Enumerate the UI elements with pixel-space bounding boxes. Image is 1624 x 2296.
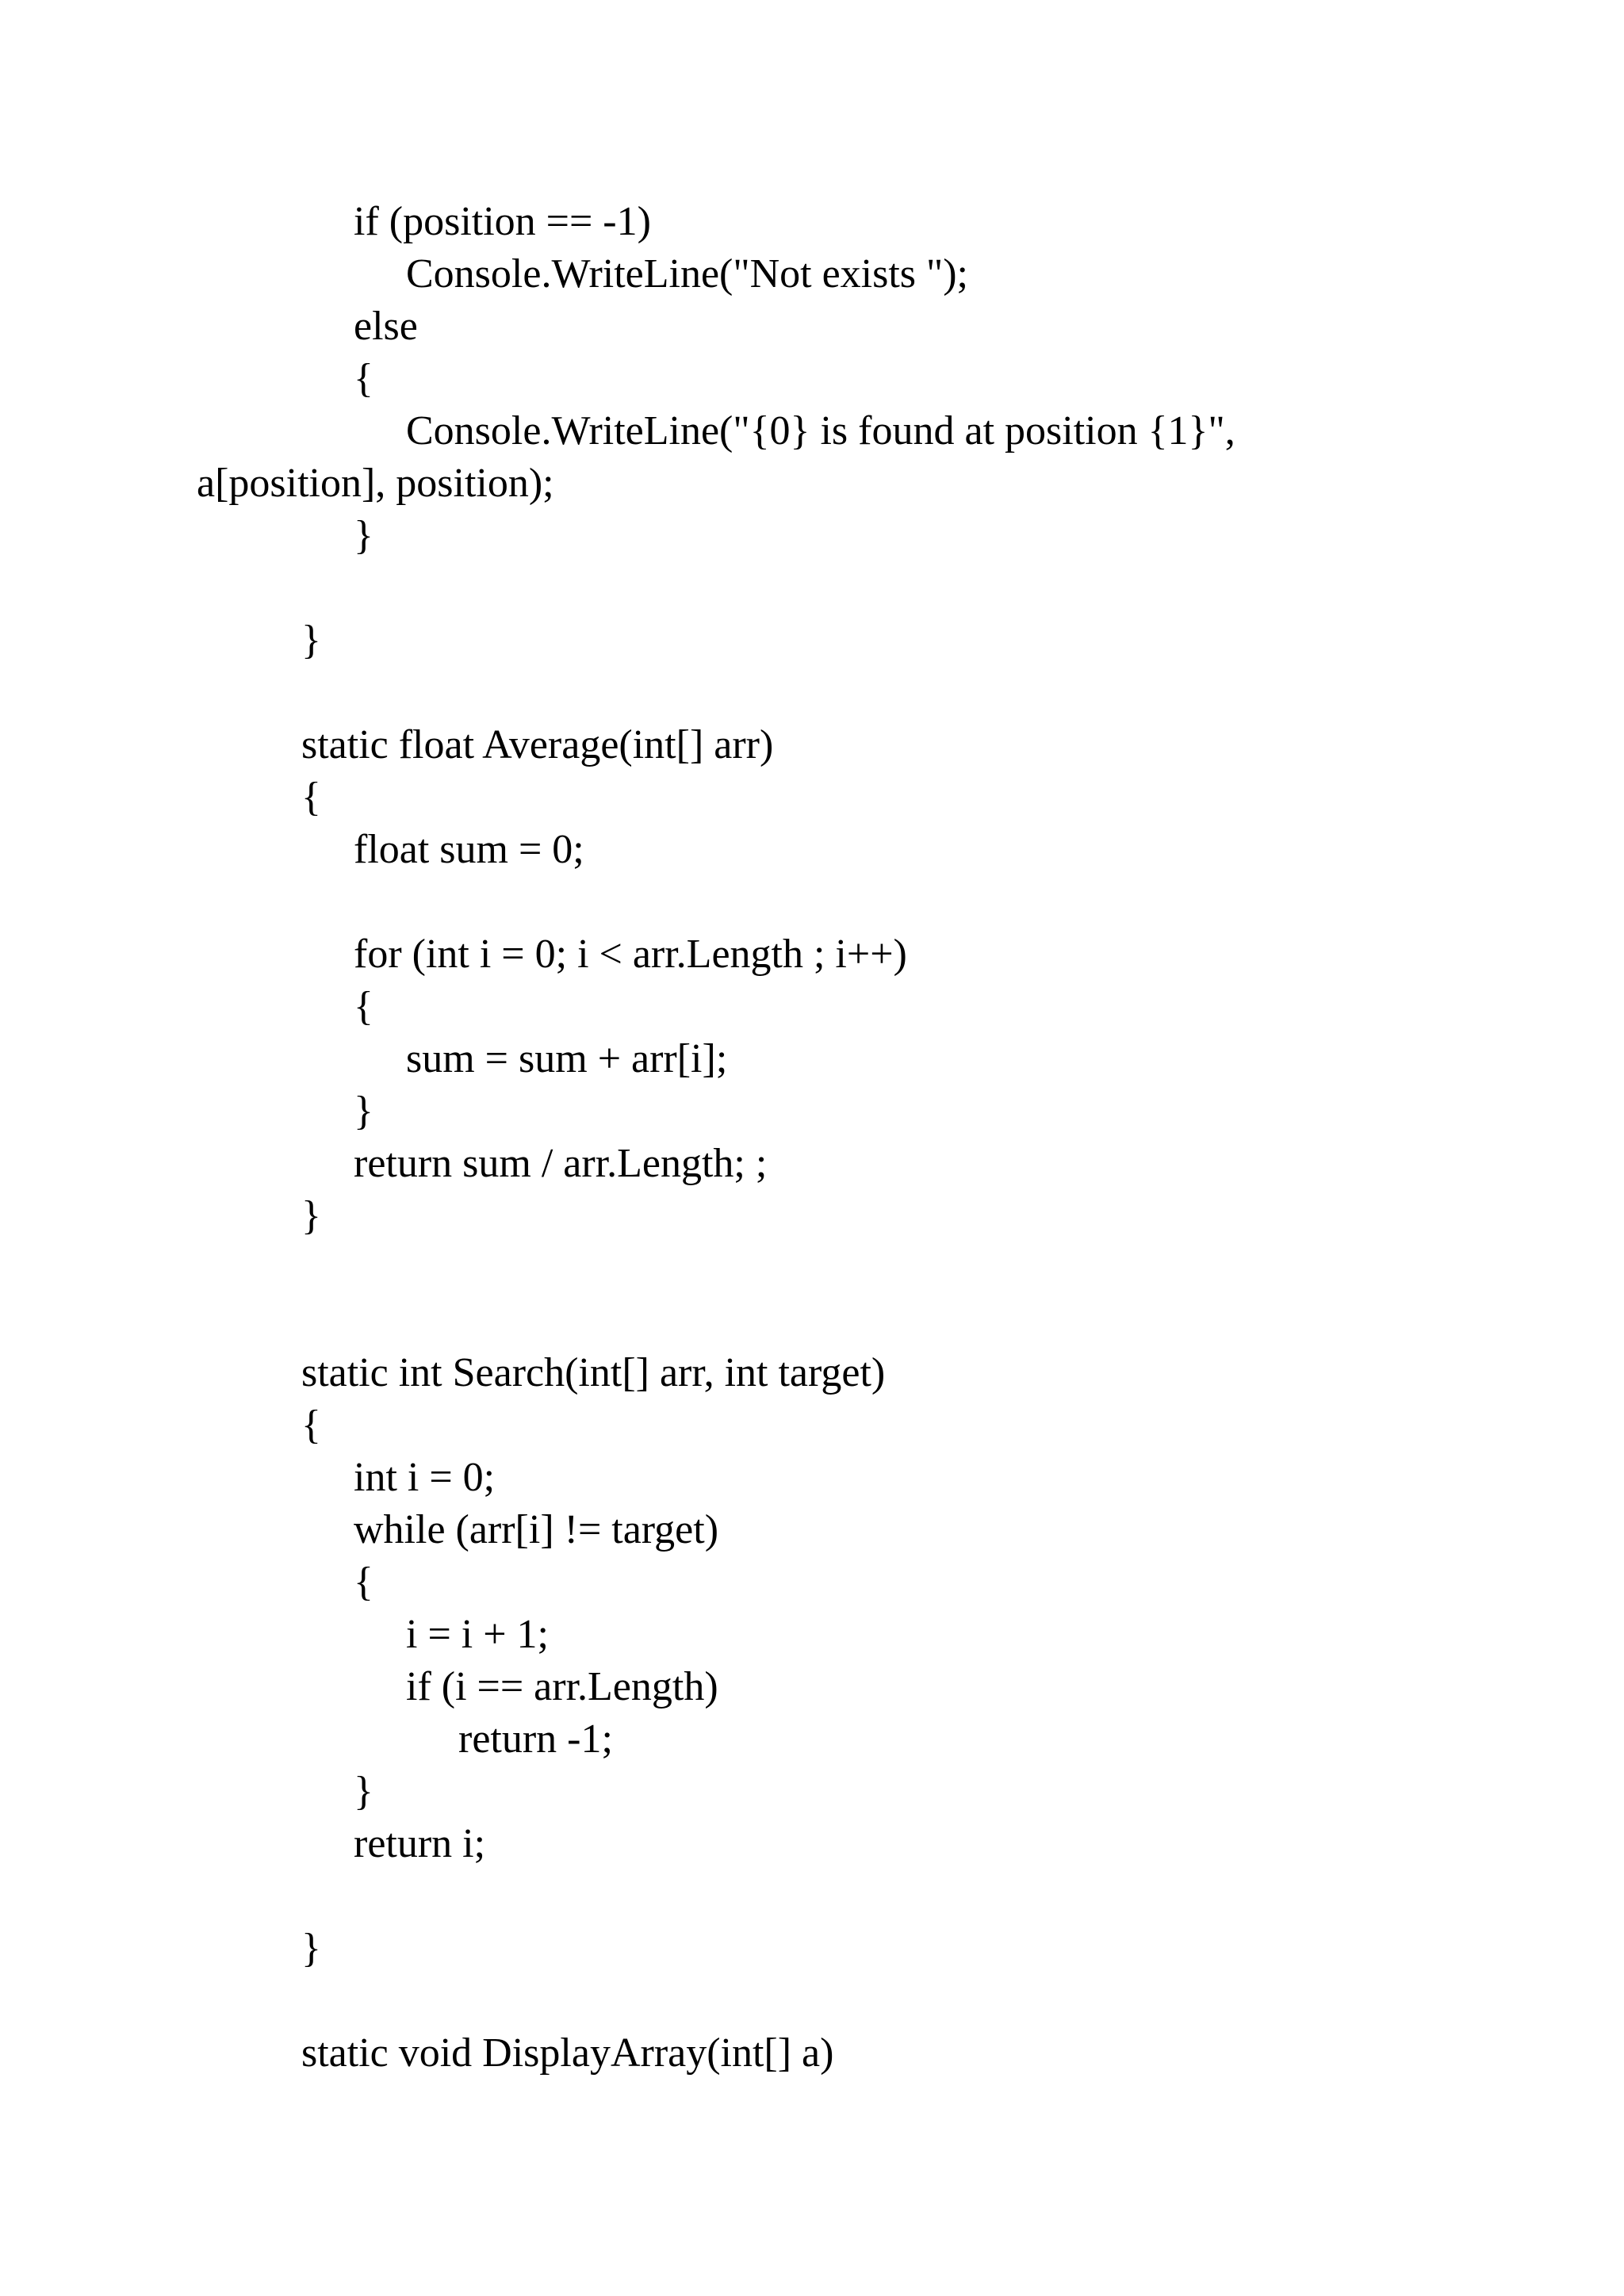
code-line: static int Search(int[] arr, int target) bbox=[301, 1350, 886, 1395]
code-line: if (i == arr.Length) bbox=[406, 1664, 718, 1709]
code-line: static float Average(int[] arr) bbox=[301, 722, 774, 767]
code-line: else bbox=[354, 304, 418, 349]
code-line: { bbox=[354, 356, 373, 401]
code-line: { bbox=[301, 775, 321, 820]
code-line: } bbox=[354, 513, 373, 558]
code-line: Console.WriteLine("Not exists "); bbox=[406, 251, 969, 297]
code-line: { bbox=[301, 1402, 321, 1448]
code-line: a[position], position); bbox=[197, 461, 554, 506]
code-line: if (position == -1) bbox=[354, 199, 651, 244]
code-line: { bbox=[354, 984, 373, 1029]
code-line: } bbox=[354, 1769, 373, 1814]
code-line: static void DisplayArray(int[] a) bbox=[301, 2030, 834, 2076]
code-line: sum = sum + arr[i]; bbox=[406, 1036, 728, 1081]
code-line: return -1; bbox=[458, 1716, 613, 1762]
code-line: } bbox=[354, 1089, 373, 1134]
code-line: } bbox=[301, 1193, 321, 1238]
code-line: return i; bbox=[354, 1821, 486, 1866]
code-line: } bbox=[301, 618, 321, 663]
code-line: Console.WriteLine("{0} is found at position {1}", bbox=[406, 408, 1235, 453]
code-line: float sum = 0; bbox=[354, 827, 584, 872]
code-line: } bbox=[301, 1926, 321, 1971]
code-line: int i = 0; bbox=[354, 1455, 496, 1500]
code-line: { bbox=[354, 1559, 373, 1605]
code-line: for (int i = 0; i < arr.Length ; i++) bbox=[354, 932, 907, 977]
code-line: return sum / arr.Length; ; bbox=[354, 1141, 768, 1186]
code-line: while (arr[i] != target) bbox=[354, 1507, 719, 1552]
code-line: i = i + 1; bbox=[406, 1612, 549, 1657]
